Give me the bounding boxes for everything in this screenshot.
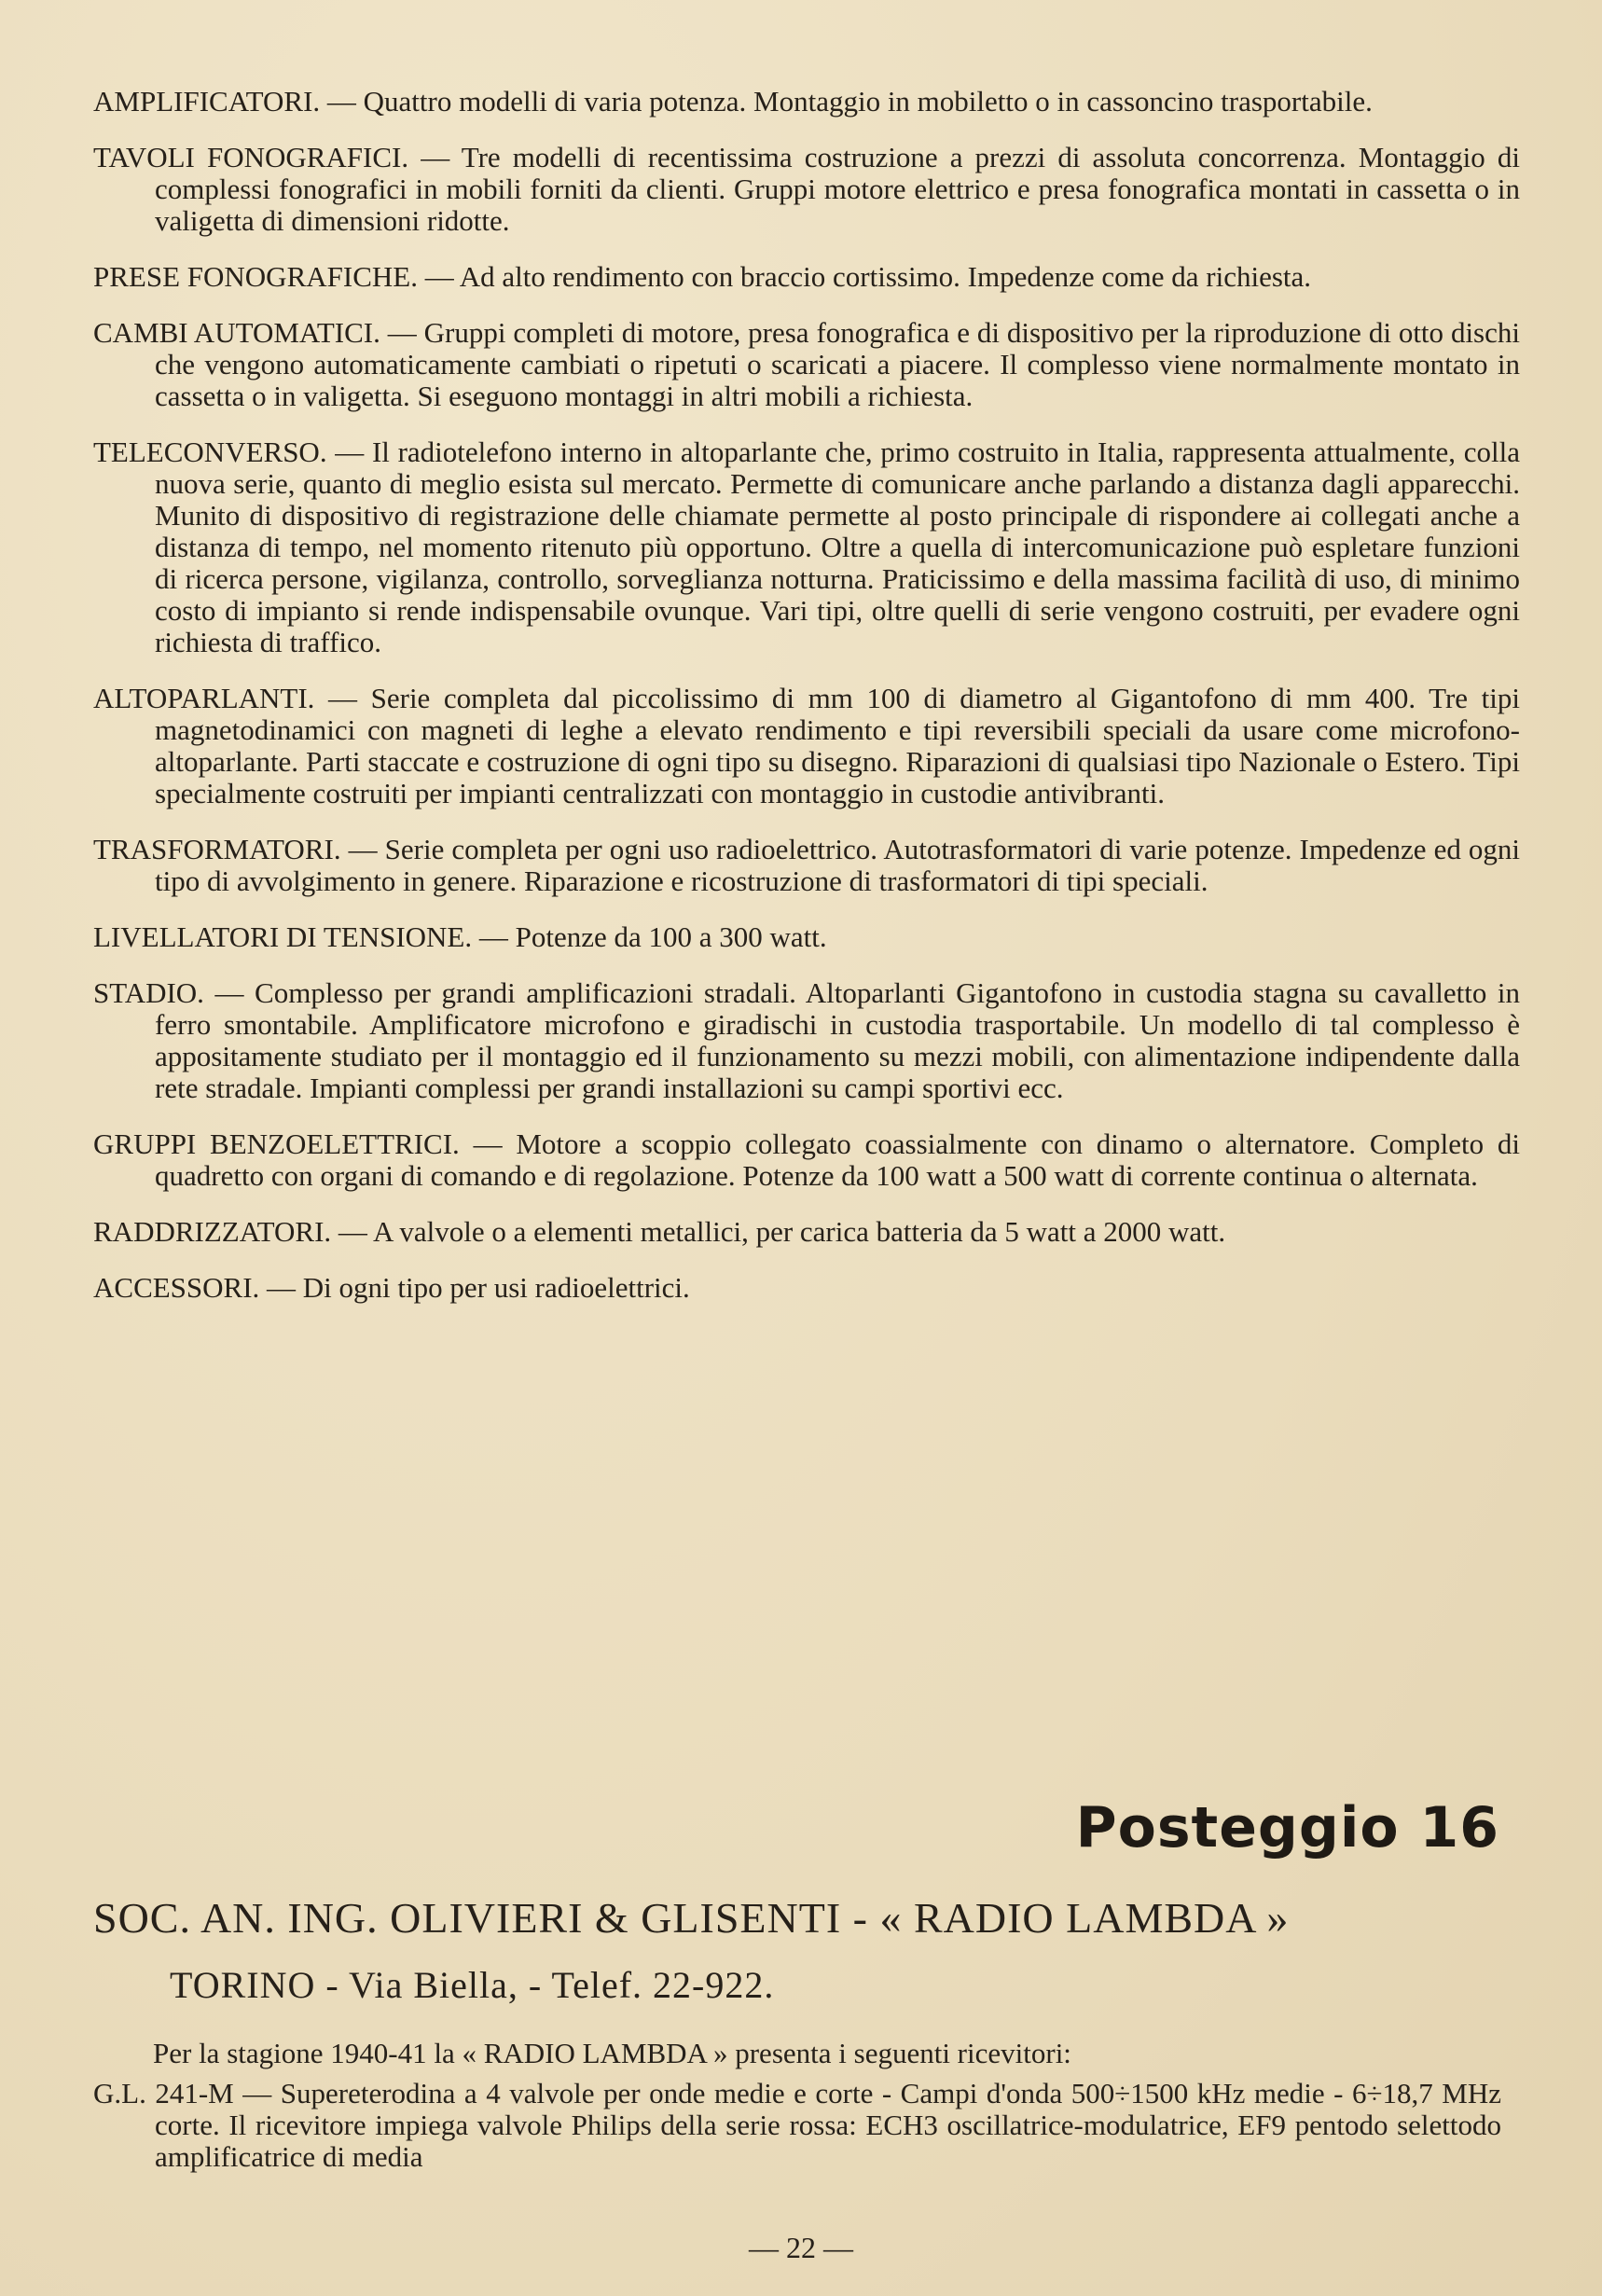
entry-accessori bbox=[93, 1272, 1520, 1304]
entry-text: TAVOLI FONOGRAFICI. — Tre modelli di recentissima costruzione a prezzi di assoluta concorrenza. Montaggio di complessi fonografici in mobili forniti da clienti. Gruppi motore elettrico e presa fonografica montati in cassetta o in valigetta di dimensioni ridotte. bbox=[93, 141, 1520, 237]
entry-text: STADIO. — Complesso per grandi amplificazioni stradali. Altoparlanti Gigantofono in custodia stagna su cavalletto in ferro smontabile. Amplificatore microfono e giradischi in custodia trasportabile. Un modello di tal complesso è appositamente studiato per il montaggio ed il funzionamento su mezzi mobili, con alimentazione indipendente dalla rete stradale. Impianti complessi per grandi installazioni su campi sportivi ecc. bbox=[93, 976, 1520, 1104]
company-address: TORINO - Via Biella, - Telef. 22-922. bbox=[170, 1964, 775, 2006]
entry-text: GRUPPI BENZOELETTRICI. — Motore a scoppio collegato coassialmente con dinamo o alternatore. Completo di quadretto con organi di comando e di regolazione. Potenze da 100 watt a 500 watt di corrente continua o alternata. bbox=[93, 1127, 1520, 1192]
entry-livellatori bbox=[93, 921, 1520, 953]
entry-trasformatori bbox=[93, 834, 1520, 897]
product-list bbox=[93, 86, 1520, 1328]
entry-prese-fonografiche bbox=[93, 261, 1520, 293]
entry-text: TRASFORMATORI. — Serie completa per ogni uso radioelettrico. Autotrasformatori di varie potenze. Impedenze ed ogni tipo di avvolgimento in genere. Riparazione e ricostruzione di trasformatori di tipi speciali. bbox=[93, 833, 1520, 897]
entry-text: ACCESSORI. — Di ogni tipo per usi radioelettrici. bbox=[93, 1271, 690, 1304]
entry-stadio bbox=[93, 977, 1520, 1104]
entry-tavoli-fonografici bbox=[93, 142, 1520, 237]
entry-text: PRESE FONOGRAFICHE. — Ad alto rendimento con braccio cortissimo. Impedenze come da richiesta. bbox=[93, 260, 1312, 293]
entry-cambi-automatici bbox=[93, 317, 1520, 412]
entry-altoparlanti bbox=[93, 683, 1520, 809]
posteggio-heading: Posteggio 16 bbox=[1075, 1795, 1499, 1860]
entry-teleconverso bbox=[93, 436, 1520, 658]
entry-amplificatori bbox=[93, 86, 1520, 118]
intro-text: Per la stagione 1940-41 la « RADIO LAMBDA » presenta i seguenti ricevitori: bbox=[153, 2037, 1071, 2069]
entry-text: TELECONVERSO. — Il radiotelefono interno in altoparlante che, primo costruito in Italia, rappresenta attualmente, colla nuova serie, quanto di meglio esista sul mercato. Permette di comunicare anche parlando a distanza dagli apparecchi. Munito di dispositivo di registrazione delle chiamate permette al posto principale di rispondere ai collegati anche a distanza di tempo, nel momento ritenuto più opportuno. Oltre a quella di intercomunicazione può espletare funzioni di ricerca persone, vigilanza, controllo, sorveglianza notturna. Praticissimo e della massima facilità di uso, di minimo costo di impianto si rende indispensabile ovunque. Vari tipi, oltre quelli di serie vengono costruiti, per evadere ogni richiesta di traffico. bbox=[93, 436, 1520, 658]
model-text: G.L. 241-M — Supereterodina a 4 valvole per onde medie e corte - Campi d'onda 500÷1500 kHz medie - 6÷18,7 MHz corte. Il ricevitore impiega valvole Philips della serie rossa: ECH3 oscillatrice-modulatrice, EF9 pentodo selettodo amplificatrice di media bbox=[93, 2077, 1501, 2173]
page-number: — 22 — bbox=[749, 2231, 853, 2264]
company-name: SOC. AN. ING. OLIVIERI & GLISENTI - « RADIO LAMBDA » bbox=[93, 1894, 1290, 1942]
entry-text: LIVELLATORI DI TENSIONE. — Potenze da 100 a 300 watt. bbox=[93, 920, 827, 953]
entry-gruppi-benzoelettrici bbox=[93, 1128, 1520, 1192]
entry-text: AMPLIFICATORI. — Quattro modelli di varia potenza. Montaggio in mobiletto o in cassoncino trasportabile. bbox=[93, 85, 1373, 118]
entry-raddrizzatori bbox=[93, 1216, 1520, 1248]
entry-text: RADDRIZZATORI. — A valvole o a elementi metallici, per carica batteria da 5 watt a 2000 watt. bbox=[93, 1215, 1226, 1248]
entry-text: CAMBI AUTOMATICI. — Gruppi completi di motore, presa fonografica e di dispositivo per la riproduzione di otto dischi che vengono automaticamente cambiati o ripetuti o scaricati a piacere. Il complesso viene normalmente montato in cassetta o in valigetta. Si eseguono montaggi in altri mobili a richiesta. bbox=[93, 316, 1520, 412]
entry-text: ALTOPARLANTI. — Serie completa dal piccolissimo di mm 100 di diametro al Gigantofono di mm 400. Tre tipi magnetodinamici con magneti di leghe a elevato rendimento e tipi reversibili speciali da usare come microfono-altoparlante. Parti staccate e costruzione di ogni tipo su disegno. Riparazioni di qualsiasi tipo Nazionale o Estero. Tipi specialmente costruiti per impianti centralizzati con montaggio in custodie antivibranti. bbox=[93, 682, 1520, 809]
model-entry bbox=[93, 2078, 1501, 2173]
